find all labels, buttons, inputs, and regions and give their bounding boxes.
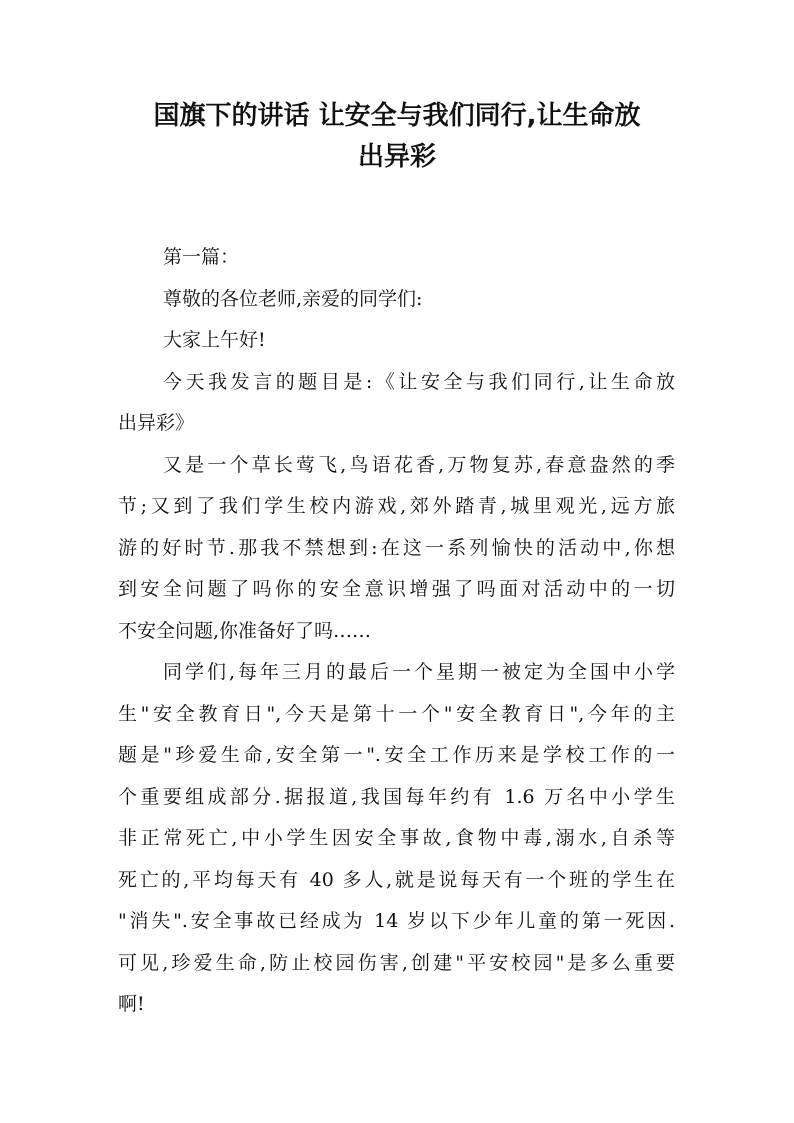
paragraph: [118, 362, 675, 445]
text-line: 不安全问题,你准备好了吗……: [118, 619, 372, 642]
title-line: 国旗下的讲话 让安全与我们同行,让生命放: [153, 101, 641, 131]
text-line: "消失".安全事故已经成为 14 岁以下少年儿童的第一死因.: [118, 910, 675, 932]
text-line: 今天我发言的题目是:《让安全与我们同行,让生命放: [163, 370, 675, 393]
text-line: 非正常死亡,中小学生因安全事故,食物中毒,溺水,自杀等: [118, 827, 675, 849]
document-body: [118, 237, 675, 1026]
text-line: 又是一个草长莺飞,鸟语花香,万物复苏,春意盎然的季: [163, 453, 675, 476]
paragraph: [118, 445, 675, 653]
text-line: 出异彩》: [118, 412, 195, 434]
text-line: 节;又到了我们学生校内游戏,郊外踏青,城里观光,远方旅: [118, 495, 675, 517]
paragraph: [118, 279, 675, 321]
text-line: 个重要组成部分.据报道,我国每年约有 1.6 万名中小学生: [118, 785, 675, 808]
text-line: 可见,珍爱生命,防止校园伤害,创建"平安校园"是多么重要: [118, 951, 675, 974]
text-line: 啊!: [118, 993, 145, 1015]
text-line: 尊敬的各位老师,亲爱的同学们:: [163, 287, 423, 310]
text-line: 大家上午好!: [163, 329, 266, 351]
paragraph: [118, 652, 675, 1026]
text-line: 到安全问题了吗你的安全意识增强了吗面对活动中的一切: [118, 578, 675, 600]
text-line: 同学们,每年三月的最后一个星期一被定为全国中小学: [163, 661, 675, 683]
text-line: 题是"珍爱生命,安全第一".安全工作历来是学校工作的一: [118, 744, 675, 766]
text-line: 死亡的,平均每天有 40 多人,就是说每天有一个班的学生在: [118, 868, 675, 891]
paragraph: [118, 237, 675, 279]
text-line: 第一篇：: [163, 246, 240, 268]
document-title: [100, 96, 694, 178]
paragraph: [118, 320, 675, 362]
text-line: 游的好时节.那我不禁想到:在这一系列愉快的活动中,你想: [118, 536, 675, 559]
title-line: 出异彩: [357, 142, 436, 172]
text-line: 生"安全教育日",今天是第十一个"安全教育日",今年的主: [118, 702, 675, 725]
